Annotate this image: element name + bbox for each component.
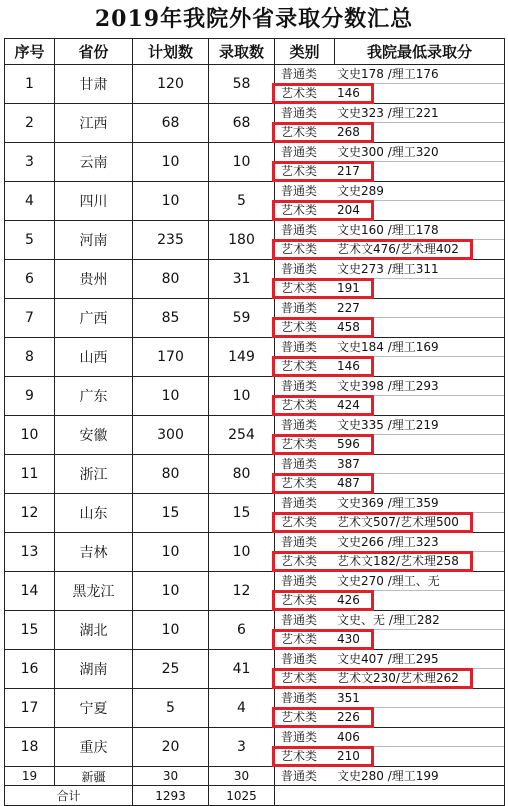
row-admitted: 3 xyxy=(209,728,275,767)
header-plan: 计划数 xyxy=(133,39,209,65)
row-score-cell xyxy=(275,377,505,416)
row-index: 9 xyxy=(5,377,55,416)
row-score-cell xyxy=(275,650,505,689)
general-category: 普通类 xyxy=(281,613,318,627)
row-admitted: 180 xyxy=(209,221,275,260)
art-line xyxy=(275,669,504,688)
row-plan: 10 xyxy=(133,572,209,611)
general-category: 普通类 xyxy=(281,106,318,120)
general-score: 文史300 /理工320 xyxy=(337,145,439,159)
total-empty xyxy=(275,786,505,806)
general-category: 普通类 xyxy=(281,535,318,549)
art-category: 艺术类 xyxy=(281,281,318,295)
general-line xyxy=(275,572,504,591)
general-category: 普通类 xyxy=(281,379,318,393)
art-category: 艺术类 xyxy=(281,632,318,646)
general-category: 普通类 xyxy=(281,574,318,588)
header-province: 省份 xyxy=(55,39,133,65)
art-line xyxy=(275,240,504,259)
row-score-cell xyxy=(275,416,505,455)
table-row xyxy=(5,494,505,533)
row-score-cell xyxy=(275,689,505,728)
art-line xyxy=(275,162,504,181)
general-line xyxy=(275,455,504,474)
general-category: 普通类 xyxy=(281,730,318,744)
art-score: 426 xyxy=(337,593,360,607)
art-line xyxy=(275,84,504,103)
art-line xyxy=(275,435,504,454)
art-category: 艺术类 xyxy=(281,86,318,100)
row-index: 5 xyxy=(5,221,55,260)
row-plan: 10 xyxy=(133,182,209,221)
art-category: 艺术类 xyxy=(281,125,318,139)
general-score: 文史160 /理工178 xyxy=(337,223,439,237)
art-line xyxy=(275,552,504,571)
art-line xyxy=(275,591,504,610)
general-line xyxy=(275,338,504,357)
row-province: 广东 xyxy=(55,377,133,416)
general-category: 普通类 xyxy=(281,67,318,81)
row-admitted: 30 xyxy=(209,767,275,786)
general-line xyxy=(275,260,504,279)
general-category: 普通类 xyxy=(281,262,318,276)
general-line xyxy=(275,494,504,513)
general-score: 文史、无 /理工282 xyxy=(337,613,440,627)
table-row xyxy=(5,65,505,104)
row-score-cell xyxy=(275,65,505,104)
table-row xyxy=(5,455,505,494)
art-score: 424 xyxy=(337,398,360,412)
table-row xyxy=(5,338,505,377)
art-score: 204 xyxy=(337,203,360,217)
row-admitted: 6 xyxy=(209,611,275,650)
row-index: 17 xyxy=(5,689,55,728)
art-category: 艺术类 xyxy=(281,710,318,724)
table-row xyxy=(5,182,505,221)
row-plan: 10 xyxy=(133,377,209,416)
art-category: 艺术类 xyxy=(281,359,318,373)
row-province: 宁夏 xyxy=(55,689,133,728)
row-plan: 170 xyxy=(133,338,209,377)
row-index: 4 xyxy=(5,182,55,221)
row-score-cell xyxy=(275,767,505,786)
table-row xyxy=(5,572,505,611)
art-category: 艺术类 xyxy=(281,749,318,763)
art-category: 艺术类 xyxy=(281,164,318,178)
general-line xyxy=(275,689,504,708)
general-line xyxy=(275,650,504,669)
general-score: 文史273 /理工311 xyxy=(337,262,439,276)
admission-table xyxy=(4,38,505,806)
total-label: 合计 xyxy=(5,786,133,806)
general-line xyxy=(275,299,504,318)
art-score: 430 xyxy=(337,632,360,646)
row-province: 湖北 xyxy=(55,611,133,650)
general-score: 文史398 /理工293 xyxy=(337,379,439,393)
art-category: 艺术类 xyxy=(281,203,318,217)
general-score: 406 xyxy=(337,730,360,744)
row-index: 12 xyxy=(5,494,55,533)
row-admitted: 149 xyxy=(209,338,275,377)
row-admitted: 59 xyxy=(209,299,275,338)
art-score: 210 xyxy=(337,749,360,763)
row-index: 3 xyxy=(5,143,55,182)
row-province: 山西 xyxy=(55,338,133,377)
general-score: 387 xyxy=(337,457,360,471)
general-line xyxy=(275,533,504,552)
art-score: 191 xyxy=(337,281,360,295)
general-line xyxy=(275,143,504,162)
art-score: 艺术文507/艺术理500 xyxy=(337,515,459,529)
row-plan: 68 xyxy=(133,104,209,143)
general-category: 普通类 xyxy=(281,145,318,159)
row-plan: 235 xyxy=(133,221,209,260)
row-admitted: 31 xyxy=(209,260,275,299)
art-category: 艺术类 xyxy=(281,398,318,412)
table-row xyxy=(5,377,505,416)
general-line xyxy=(275,416,504,435)
row-admitted: 10 xyxy=(209,377,275,416)
general-score: 文史323 /理工221 xyxy=(337,106,439,120)
row-index: 6 xyxy=(5,260,55,299)
art-category: 艺术类 xyxy=(281,554,318,568)
row-score-cell xyxy=(275,728,505,767)
row-province: 山东 xyxy=(55,494,133,533)
row-admitted: 10 xyxy=(209,533,275,572)
page-title: 2019年我院外省录取分数汇总 xyxy=(94,6,414,32)
general-line xyxy=(275,65,504,84)
art-score: 458 xyxy=(337,320,360,334)
art-line xyxy=(275,513,504,532)
row-index: 19 xyxy=(5,767,55,786)
row-province: 甘肃 xyxy=(55,65,133,104)
art-score: 596 xyxy=(337,437,360,451)
row-score-cell xyxy=(275,455,505,494)
general-category: 普通类 xyxy=(281,301,318,315)
art-line xyxy=(275,279,504,298)
row-admitted: 68 xyxy=(209,104,275,143)
art-category: 艺术类 xyxy=(281,515,318,529)
art-line xyxy=(275,318,504,337)
art-category: 艺术类 xyxy=(281,320,318,334)
table-row xyxy=(5,650,505,689)
row-plan: 10 xyxy=(133,143,209,182)
general-line xyxy=(275,767,504,785)
art-line xyxy=(275,123,504,142)
row-province: 四川 xyxy=(55,182,133,221)
table-row xyxy=(5,221,505,260)
general-score: 文史407 /理工295 xyxy=(337,652,439,666)
row-index: 15 xyxy=(5,611,55,650)
row-admitted: 80 xyxy=(209,455,275,494)
header-category: 类别 xyxy=(275,39,335,65)
table-row xyxy=(5,728,505,767)
row-admitted: 10 xyxy=(209,143,275,182)
table-row xyxy=(5,104,505,143)
row-index: 7 xyxy=(5,299,55,338)
general-category: 普通类 xyxy=(281,496,318,510)
general-score: 文史289 xyxy=(337,184,384,198)
row-province: 黑龙江 xyxy=(55,572,133,611)
row-province: 浙江 xyxy=(55,455,133,494)
row-score-cell xyxy=(275,611,505,650)
general-score: 227 xyxy=(337,301,360,315)
general-category: 普通类 xyxy=(281,184,318,198)
table-row xyxy=(5,416,505,455)
general-line xyxy=(275,221,504,240)
general-category: 普通类 xyxy=(281,457,318,471)
row-index: 1 xyxy=(5,65,55,104)
art-score: 487 xyxy=(337,476,360,490)
art-line xyxy=(275,708,504,727)
row-admitted: 15 xyxy=(209,494,275,533)
table-row xyxy=(5,767,505,786)
header-admitted: 录取数 xyxy=(209,39,275,65)
general-score: 文史335 /理工219 xyxy=(337,418,439,432)
row-index: 14 xyxy=(5,572,55,611)
general-score: 文史280 /理工199 xyxy=(337,769,439,783)
general-category: 普通类 xyxy=(281,418,318,432)
row-province: 新疆 xyxy=(55,767,133,786)
general-line xyxy=(275,377,504,396)
general-line xyxy=(275,182,504,201)
general-score: 文史178 /理工176 xyxy=(337,67,439,81)
art-line xyxy=(275,396,504,415)
row-admitted: 58 xyxy=(209,65,275,104)
row-plan: 30 xyxy=(133,767,209,786)
art-score: 艺术文182/艺术理258 xyxy=(337,554,459,568)
table-row xyxy=(5,689,505,728)
row-index: 18 xyxy=(5,728,55,767)
general-line xyxy=(275,728,504,747)
row-plan: 25 xyxy=(133,650,209,689)
row-index: 2 xyxy=(5,104,55,143)
row-admitted: 4 xyxy=(209,689,275,728)
header-row xyxy=(5,39,505,65)
general-category: 普通类 xyxy=(281,340,318,354)
row-score-cell xyxy=(275,572,505,611)
total-row xyxy=(5,786,505,806)
row-admitted: 41 xyxy=(209,650,275,689)
row-score-cell xyxy=(275,338,505,377)
row-province: 贵州 xyxy=(55,260,133,299)
row-province: 云南 xyxy=(55,143,133,182)
row-province: 湖南 xyxy=(55,650,133,689)
row-plan: 80 xyxy=(133,260,209,299)
row-score-cell xyxy=(275,182,505,221)
row-plan: 120 xyxy=(133,65,209,104)
table-row xyxy=(5,611,505,650)
general-score: 文史270 /理工、无 xyxy=(337,574,440,588)
row-province: 江西 xyxy=(55,104,133,143)
general-line xyxy=(275,104,504,123)
general-score: 文史266 /理工323 xyxy=(337,535,439,549)
art-category: 艺术类 xyxy=(281,437,318,451)
row-plan: 20 xyxy=(133,728,209,767)
table-row xyxy=(5,299,505,338)
art-line xyxy=(275,201,504,220)
table-row xyxy=(5,143,505,182)
row-index: 10 xyxy=(5,416,55,455)
row-admitted: 254 xyxy=(209,416,275,455)
row-province: 广西 xyxy=(55,299,133,338)
row-plan: 15 xyxy=(133,494,209,533)
art-score: 艺术文476/艺术理402 xyxy=(337,242,459,256)
row-index: 11 xyxy=(5,455,55,494)
total-admitted: 1025 xyxy=(209,786,275,806)
row-admitted: 5 xyxy=(209,182,275,221)
art-score: 146 xyxy=(337,86,360,100)
art-line xyxy=(275,357,504,376)
art-score: 268 xyxy=(337,125,360,139)
general-category: 普通类 xyxy=(281,691,318,705)
header-min-score: 我院最低录取分 xyxy=(335,39,505,65)
art-line xyxy=(275,747,504,766)
general-category: 普通类 xyxy=(281,769,318,783)
row-score-cell xyxy=(275,533,505,572)
general-score: 文史369 /理工359 xyxy=(337,496,439,510)
row-score-cell xyxy=(275,299,505,338)
row-score-cell xyxy=(275,494,505,533)
row-index: 8 xyxy=(5,338,55,377)
general-score: 351 xyxy=(337,691,360,705)
general-line xyxy=(275,611,504,630)
art-score: 艺术文230/艺术理262 xyxy=(337,671,459,685)
art-category: 艺术类 xyxy=(281,593,318,607)
row-index: 13 xyxy=(5,533,55,572)
art-score: 146 xyxy=(337,359,360,373)
art-score: 217 xyxy=(337,164,360,178)
row-score-cell xyxy=(275,143,505,182)
art-category: 艺术类 xyxy=(281,671,318,685)
row-score-cell xyxy=(275,104,505,143)
art-line xyxy=(275,630,504,649)
row-plan: 85 xyxy=(133,299,209,338)
general-category: 普通类 xyxy=(281,652,318,666)
row-index: 16 xyxy=(5,650,55,689)
art-category: 艺术类 xyxy=(281,476,318,490)
row-province: 安徽 xyxy=(55,416,133,455)
row-score-cell xyxy=(275,221,505,260)
row-plan: 10 xyxy=(133,611,209,650)
general-category: 普通类 xyxy=(281,223,318,237)
row-plan: 5 xyxy=(133,689,209,728)
art-score: 226 xyxy=(337,710,360,724)
general-score: 文史184 /理工169 xyxy=(337,340,439,354)
table-row xyxy=(5,533,505,572)
total-plan: 1293 xyxy=(133,786,209,806)
art-line xyxy=(275,474,504,493)
table-row xyxy=(5,260,505,299)
row-province: 河南 xyxy=(55,221,133,260)
row-score-cell xyxy=(275,260,505,299)
art-category: 艺术类 xyxy=(281,242,318,256)
row-plan: 300 xyxy=(133,416,209,455)
header-index: 序号 xyxy=(5,39,55,65)
row-admitted: 12 xyxy=(209,572,275,611)
row-province: 重庆 xyxy=(55,728,133,767)
row-province: 吉林 xyxy=(55,533,133,572)
row-plan: 80 xyxy=(133,455,209,494)
row-plan: 10 xyxy=(133,533,209,572)
